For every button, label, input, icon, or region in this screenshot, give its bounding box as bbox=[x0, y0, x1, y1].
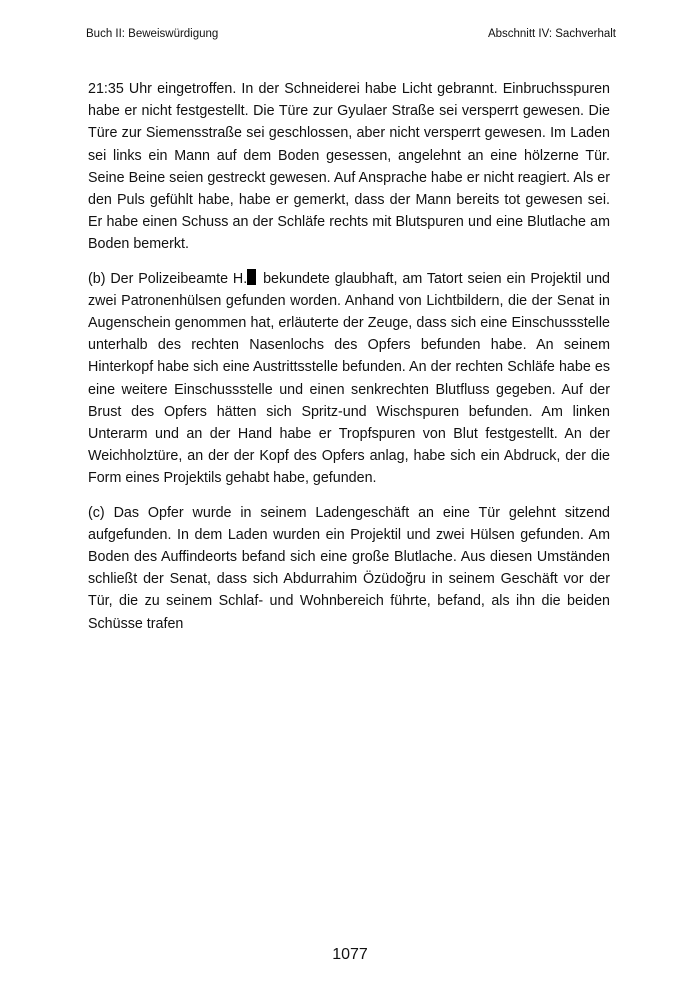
paragraph-c: (c) Das Opfer wurde in seinem Ladengeschäft an eine Tür gelehnt sitzend aufgefunden. In dem Laden wurden ein Projektil und zwei Hülsen gefunden. Am Boden des Auffindeorts befand sich eine große Blutlache. Aus diesen Umständen schließt der Senat, dass sich Abdurrahim Özüdoğru in seinem Geschäft vor der Tür, die zu seinem Schlaf- und Wohnbereich führte, befand, als ihn die beiden Schüsse trafen bbox=[88, 504, 610, 632]
paragraph-b bbox=[88, 268, 610, 490]
paragraph-1: 21:35 Uhr eingetroffen. In der Schneiderei habe Licht gebrannt. Einbruchsspuren habe er nicht festgestellt. Die Türe zur Gyulaer Straße sei versperrt gewesen. Die Türe zur Siemensstraße sei geschlossen, aber nicht versperrt gewesen. Im Laden sei links ein Mann auf dem Boden gesessen, angelehnt an eine hölzerne Tür. Seine Beine seien gestreckt gewesen. Auf Ansprache habe er nicht reagiert. Als er den Puls gefühlt habe, habe er gemerkt, dass der Mann bereits tot gewesen sei. Er habe einen Schuss an der Schläfe rechts mit Blutspuren und eine Blutlache am Boden bemerkt. bbox=[88, 81, 610, 253]
header-section-title: Abschnitt IV: Sachverhalt bbox=[487, 28, 616, 40]
paragraph-b-rest: bekundete glaubhaft, am Tatort seien ein Projektil und zwei Patronenhülsen gefunden worden. Anhand von Lichtbildern, die der Senat in Augenschein genommen hat, erläuterte der Zeuge, dass sich eine Einschussstelle unterhalb des rechten Nasenlochs des Opfers befunden habe. An seinem Hinterkopf habe sich eine Austrittsstelle befunden. An der rechten Schläfe habe es eine weitere Einschussstelle und einen senkrechten Blutfluss gegeben. Auf der Brust des Opfers hätten sich Spritz-und Wischspuren befunden. Am linken Unterarm und an der Hand habe er Tropfspuren von Blut festgestellt. An der Weichholztüre, an der der Kopf des Opfers anlag, habe sich ein Abdruck, der die Form eines Projektils gehabt habe, gefunden. bbox=[88, 270, 610, 487]
page-header bbox=[86, 27, 616, 41]
redaction-mark bbox=[247, 269, 256, 285]
page-number: 1077 bbox=[332, 946, 368, 963]
header-book-title: Buch II: Beweiswürdigung bbox=[86, 28, 219, 40]
body-text bbox=[88, 78, 610, 647]
paragraph-b-start: (b) Der Polizeibeamte H. bbox=[88, 270, 248, 287]
